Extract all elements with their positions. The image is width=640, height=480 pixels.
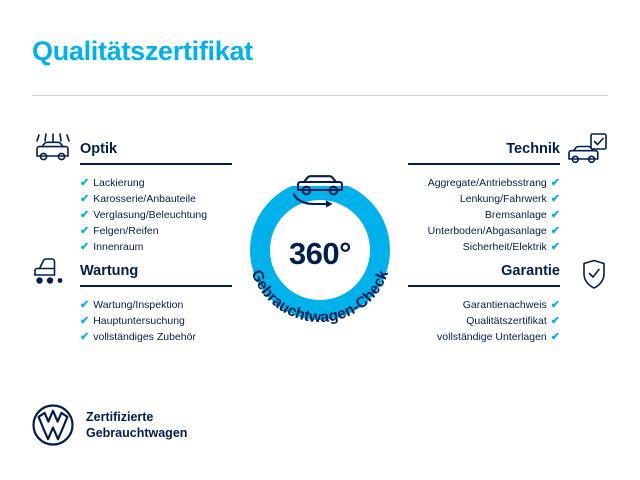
section-optik	[32, 140, 232, 255]
section-divider-garantie	[408, 285, 560, 287]
item-label: Qualitätszertifikat	[466, 315, 547, 327]
item-label: Lenkung/Fahrwerk	[459, 193, 547, 205]
check-icon: ✔	[80, 209, 90, 221]
section-garantie	[408, 262, 608, 345]
check-icon: ✔	[80, 241, 90, 253]
section-divider-optik	[80, 163, 232, 165]
check-icon: ✔	[550, 193, 560, 205]
vw-logo	[32, 404, 74, 446]
list-item	[32, 223, 232, 239]
item-label: Sicherheit/Elektrik	[462, 241, 547, 253]
list-item	[408, 297, 608, 313]
section-title-garantie: Garantie	[501, 263, 560, 279]
section-title-wartung: Wartung	[80, 263, 139, 279]
list-item	[32, 297, 232, 313]
check-icon: ✔	[550, 225, 560, 237]
item-label: vollständiges Zubehör	[93, 331, 196, 343]
section-divider-wartung	[80, 285, 232, 287]
list-item	[408, 313, 608, 329]
footer-brand	[32, 404, 187, 446]
footer-line-1: Zertifizierte	[86, 410, 154, 424]
list-item	[32, 191, 232, 207]
check-icon: ✔	[80, 193, 90, 205]
section-items-optik	[32, 175, 232, 255]
item-label: Garantienachweis	[462, 299, 547, 311]
list-item	[32, 175, 232, 191]
check-icon: ✔	[550, 209, 560, 221]
item-label: vollständige Unterlagen	[437, 331, 547, 343]
section-title-optik: Optik	[80, 141, 118, 157]
list-item	[32, 313, 232, 329]
badge-value: 360°	[288, 236, 352, 271]
item-label: Unterboden/Abgasanlage	[427, 225, 547, 237]
check-icon: ✔	[80, 331, 90, 343]
page-title: Qualitätszertifikat	[32, 36, 253, 66]
list-item	[32, 239, 232, 255]
list-item	[32, 207, 232, 223]
list-item	[408, 239, 608, 255]
list-item	[32, 329, 232, 345]
check-icon: ✔	[80, 177, 90, 189]
badge-caption-text: Gebrauchtwagen-Check	[247, 267, 393, 327]
check-icon: ✔	[550, 331, 560, 343]
item-label: Innenraum	[93, 241, 144, 253]
section-items-technik	[408, 175, 608, 255]
list-item	[408, 329, 608, 345]
car-rotation-icon	[284, 164, 356, 212]
item-label: Hauptuntersuchung	[93, 315, 185, 327]
item-label: Bremsanlage	[484, 209, 547, 221]
item-label: Wartung/Inspektion	[93, 299, 184, 311]
check-icon: ✔	[550, 177, 560, 189]
item-label: Karosserie/Anbauteile	[93, 193, 196, 205]
check-icon: ✔	[80, 315, 90, 327]
section-items-garantie	[408, 297, 608, 345]
section-divider-technik	[408, 163, 560, 165]
check-icon: ✔	[550, 299, 560, 311]
item-label: Aggregate/Antriebsstrang	[427, 177, 547, 189]
list-item	[408, 223, 608, 239]
item-label: Lackierung	[93, 177, 145, 189]
check-icon: ✔	[80, 299, 90, 311]
section-wartung	[32, 262, 232, 345]
section-items-wartung	[32, 297, 232, 345]
footer-line-2: Gebrauchtwagen	[86, 426, 188, 440]
section-technik	[408, 140, 608, 255]
list-item	[408, 191, 608, 207]
title-divider	[32, 95, 608, 96]
check-icon: ✔	[550, 241, 560, 253]
check-icon: ✔	[550, 315, 560, 327]
section-title-technik: Technik	[506, 141, 560, 157]
item-label: Verglasung/Beleuchtung	[93, 209, 208, 221]
list-item	[408, 207, 608, 223]
list-item	[408, 175, 608, 191]
footer-text	[86, 409, 187, 441]
item-label: Felgen/Reifen	[93, 225, 159, 237]
check-icon: ✔	[80, 225, 90, 237]
badge-360-check	[228, 158, 412, 342]
